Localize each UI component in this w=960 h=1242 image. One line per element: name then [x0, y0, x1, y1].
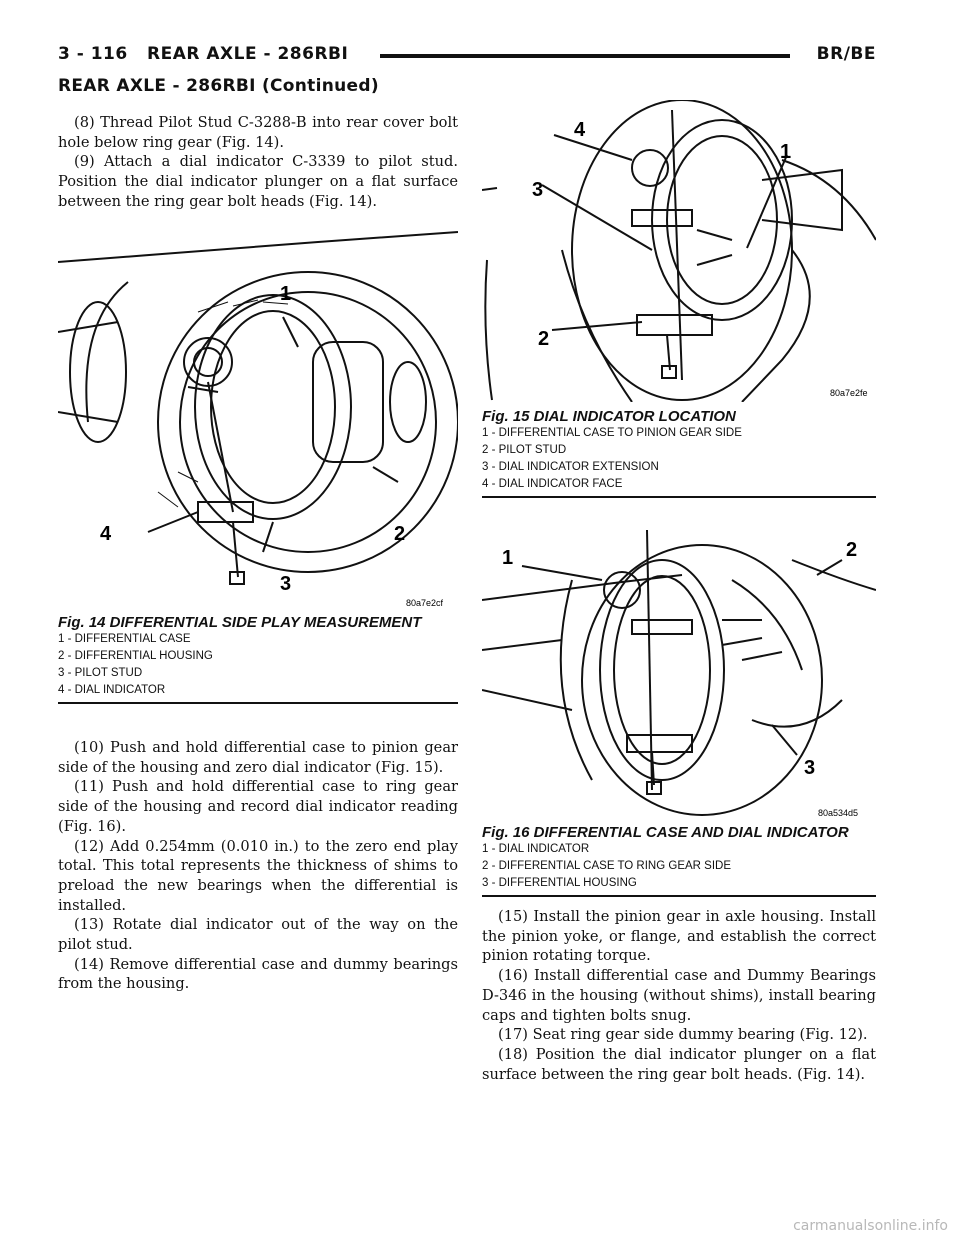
left-top-text [58, 113, 458, 212]
step-12: (12) Add 0.254mm (0.010 in.) to the zero end play total. This total represents the thickness of shims to preload the new bearings when the differential is installed. [58, 837, 458, 914]
fig16-legend-item: 3 - DIFFERENTIAL HOUSING [482, 877, 637, 889]
fig15-title: Fig. 15 DIAL INDICATOR LOCATION [482, 408, 736, 425]
left-bottom-text [58, 738, 458, 994]
fig16-title: Fig. 16 DIFFERENTIAL CASE AND DIAL INDICATOR [482, 824, 849, 841]
fig15-legend-item: 2 - PILOT STUD [482, 444, 567, 456]
fig14-legend [58, 631, 458, 699]
fig14-illustration [58, 222, 458, 614]
page-header [58, 44, 876, 74]
fig16-callout-3: 3 [804, 757, 816, 779]
fig16-legend-item: 1 - DIAL INDICATOR [482, 843, 590, 855]
fig16-rule [482, 895, 876, 897]
step-11: (11) Push and hold differential case to ring gear side of the housing and record dial indicator reading (Fig. 16). [58, 778, 458, 835]
right-bottom-text [482, 907, 876, 1084]
fig15-legend-item: 1 - DIFFERENTIAL CASE TO PINION GEAR SIDE [482, 427, 742, 439]
step-9: (9) Attach a dial indicator C-3339 to pilot stud. Position the dial indicator plunger on a flat surface between the ring gear bolt heads (Fig. 14). [58, 153, 458, 210]
fig14-legend-item: 3 - PILOT STUD [58, 667, 143, 679]
step-15: (15) Install the pinion gear in axle housing. Install the pinion yoke, or flange, and establish the correct pinion rotating torque. [482, 908, 876, 965]
fig14-rule [58, 702, 458, 704]
step-13: (13) Rotate dial indicator out of the way on the pilot stud. [58, 916, 458, 954]
fig15-legend [482, 425, 876, 493]
fig15-callout-4: 4 [574, 119, 586, 141]
fig15-legend-item: 4 - DIAL INDICATOR FACE [482, 478, 623, 490]
section-heading: REAR AXLE - 286RBI (Continued) [58, 76, 379, 96]
fig16-callout-2: 2 [846, 539, 858, 561]
fig14-callout-1: 1 [280, 283, 292, 305]
fig14-legend-item: 1 - DIFFERENTIAL CASE [58, 633, 191, 645]
figure-14 [58, 222, 458, 704]
step-17: (17) Seat ring gear side dummy bearing (Fig. 12). [498, 1026, 868, 1044]
fig14-legend-item: 2 - DIFFERENTIAL HOUSING [58, 650, 213, 662]
step-18: (18) Position the dial indicator plunger on a flat surface between the ring gear bolt heads. (Fig. 14). [482, 1045, 876, 1083]
figure-16 [482, 520, 876, 897]
fig16-legend-item: 2 - DIFFERENTIAL CASE TO RING GEAR SIDE [482, 860, 732, 872]
footer-watermark[interactable]: carmanualsonline.info [793, 1218, 948, 1234]
fig15-callout-3: 3 [532, 179, 544, 201]
fig14-legend-item: 4 - DIAL INDICATOR [58, 684, 166, 696]
header-model: BR/BE [816, 44, 876, 64]
fig16-callout-1: 1 [502, 547, 514, 569]
header-rule [380, 54, 790, 58]
fig16-illustration [482, 520, 876, 820]
fig14-code: 80a7e2cf [406, 598, 444, 608]
fig15-code: 80a7e2fe [830, 388, 868, 398]
header-page-title: 3 - 116 REAR AXLE - 286RBI [58, 44, 349, 64]
fig14-callout-4: 4 [100, 523, 112, 545]
figure-15 [482, 100, 876, 498]
step-14: (14) Remove differential case and dummy bearings from the housing. [58, 955, 458, 993]
fig15-callout-2: 2 [538, 328, 550, 350]
step-16: (16) Install differential case and Dummy Bearings D-346 in the housing (without shims), install bearing caps and tighten bolts snug. [482, 967, 876, 1024]
fig15-rule [482, 496, 876, 498]
step-8: (8) Thread Pilot Stud C-3288-B into rear cover bolt hole below ring gear (Fig. 14). [58, 114, 458, 151]
fig14-callout-2: 2 [394, 523, 406, 545]
fig16-code: 80a534d5 [818, 808, 859, 818]
fig14-title: Fig. 14 DIFFERENTIAL SIDE PLAY MEASUREMENT [58, 614, 422, 631]
fig15-legend-item: 3 - DIAL INDICATOR EXTENSION [482, 461, 659, 473]
fig16-legend [482, 841, 876, 892]
fig15-illustration [482, 100, 876, 402]
step-10: (10) Push and hold differential case to pinion gear side of the housing and zero dial indicator (Fig. 15). [58, 739, 458, 776]
fig14-callout-3: 3 [280, 573, 292, 595]
fig15-callout-1: 1 [780, 141, 792, 163]
